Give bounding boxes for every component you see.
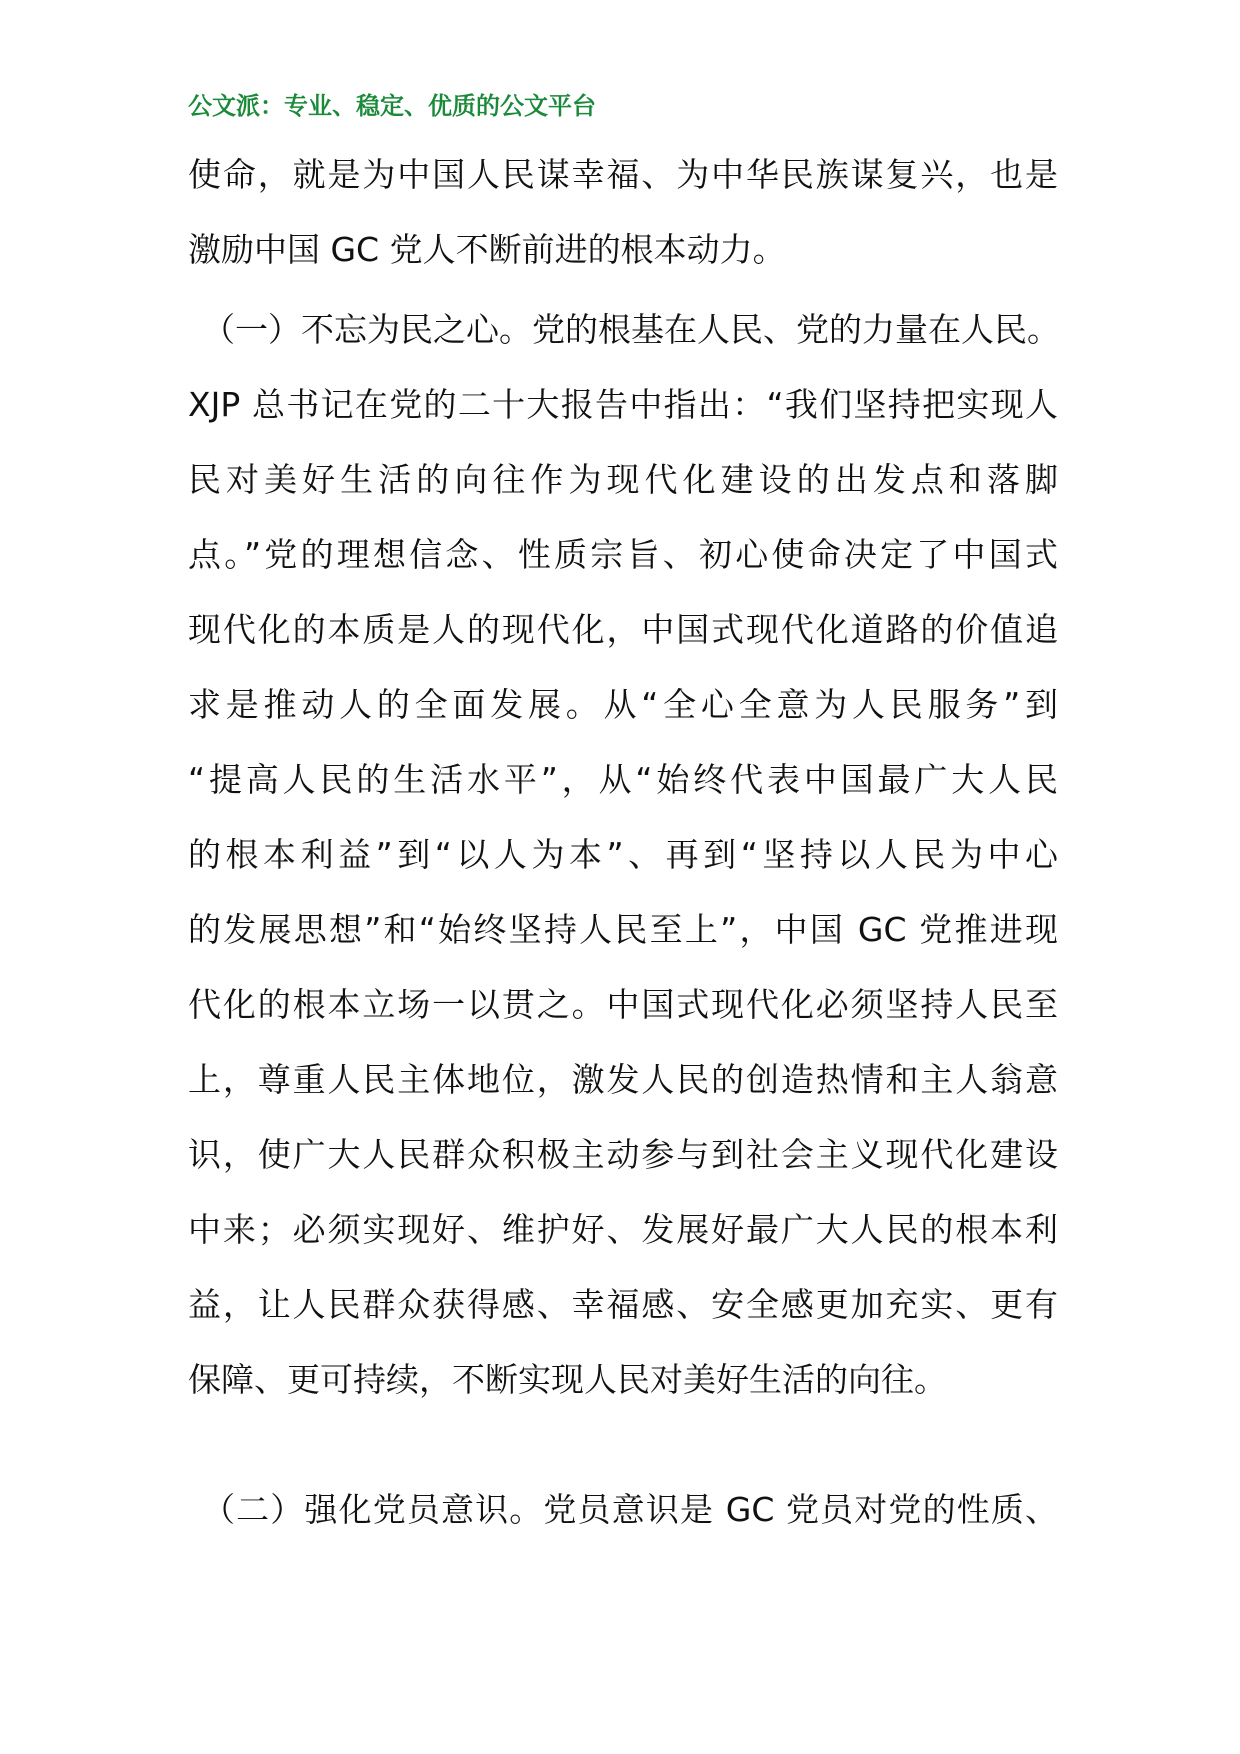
- paragraph-line: 的根本利益”到“以人为本”、再到“坚持以人民为中心: [188, 835, 1058, 874]
- paragraph-line: 使命，就是为中国人民谋幸福、为中华民族谋复兴，也是: [188, 155, 1058, 194]
- paragraph-line: 现代化的本质是人的现代化，中国式现代化道路的价值追: [188, 610, 1058, 649]
- paragraph-line: 民对美好生活的向往作为现代化建设的出发点和落脚: [188, 460, 1058, 499]
- paragraph-line: 激励中国 GC 党人不断前进的根本动力。: [188, 230, 786, 269]
- paragraph-2: [188, 292, 1058, 1417]
- paragraph-line: 识，使广大人民群众积极主动参与到社会主义现代化建设: [188, 1135, 1058, 1174]
- paragraph-line: XJP 总书记在党的二十大报告中指出：“我们坚持把实现人: [188, 385, 1058, 424]
- paragraph-line: “提高人民的生活水平”，从“始终代表中国最广大人民: [188, 760, 1058, 799]
- paragraph-line: 中来；必须实现好、维护好、发展好最广大人民的根本利: [188, 1210, 1058, 1249]
- paragraph-line: 求是推动人的全面发展。从“全心全意为人民服务”到: [188, 685, 1058, 724]
- paragraph-line: 上，尊重人民主体地位，激发人民的创造热情和主人翁意: [188, 1060, 1058, 1099]
- paragraph-line: 保障、更可持续，不断实现人民对美好生活的向往。: [188, 1360, 947, 1399]
- paragraph-line: 代化的根本立场一以贯之。中国式现代化必须坚持人民至: [188, 985, 1058, 1024]
- paragraph-line: 点。”党的理想信念、性质宗旨、初心使命决定了中国式: [188, 535, 1058, 574]
- paragraph-line: 的发展思想”和“始终坚持人民至上”，中国 GC 党推进现: [188, 910, 1058, 949]
- paragraph-1: [188, 137, 1058, 287]
- paragraph-3: [188, 1472, 1058, 1547]
- paragraph-line: （二）强化党员意识。党员意识是 GC 党员对党的性质、: [202, 1490, 1058, 1529]
- page-header: 公文派：专业、稳定、优质的公文平台: [188, 92, 596, 120]
- paragraph-line: （一）不忘为民之心。党的根基在人民、党的力量在人民。: [202, 310, 1060, 349]
- paragraph-line: 益，让人民群众获得感、幸福感、安全感更加充实、更有: [188, 1285, 1058, 1324]
